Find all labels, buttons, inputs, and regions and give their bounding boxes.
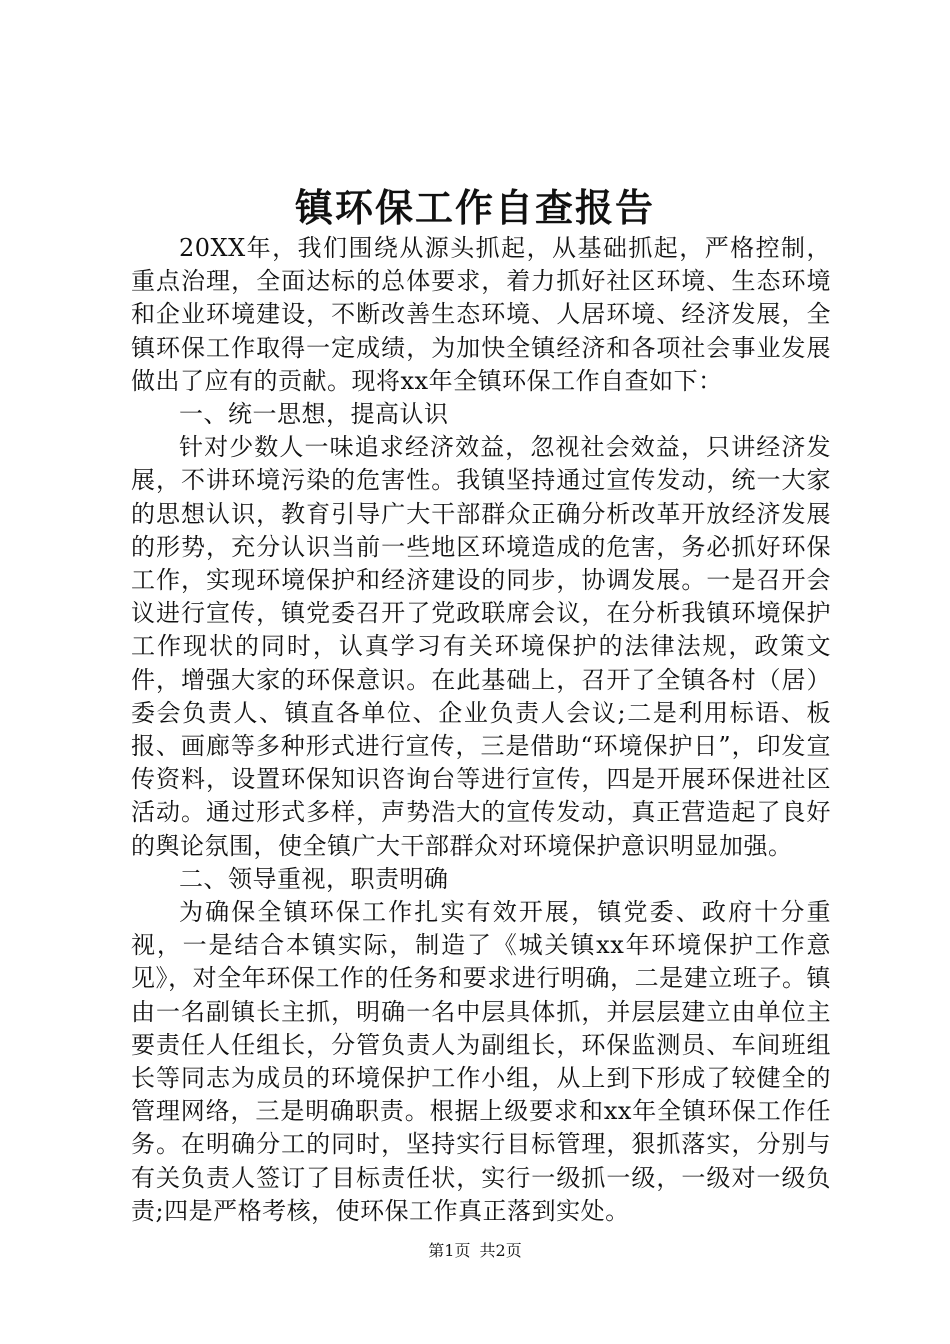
paragraph-section-2: 为确保全镇环保工作扎实有效开展，镇党委、政府十分重视，一是结合本镇实际，制造了《城关镇xx年环境保护工作意见》，对全年环保工作的任务和要求进行明确，二是建立班子。镇由一名副镇长主抓，明确一名中层具体抓，并层层建立由单位主要责任人任组长，分管负责人为副组长，环保监测员、车间班组长等同志为成员的环境保护工作小组，从上到下形成了较健全的管理网络，三是明确职责。根据上级要求和xx年全镇环保工作任务。在明确分工的同时，坚持实行目标管理，狠抓落实，分别与有关负责人签订了目标责任状，实行一级抓一级，一级对一级负责;四是严格考核，使环保工作真正落到实处。: [131, 898, 831, 1225]
document-title: 镇环保工作自查报告: [294, 185, 655, 230]
section-heading-2: 二、领导重视，职责明确: [179, 864, 449, 893]
section-heading-1: 一、统一思想，提高认识: [179, 400, 449, 429]
paragraph-intro: 20XX年，我们围绕从源头抓起，从基础抓起，严格控制，重点治理，全面达标的总体要求，着力抓好社区环境、生态环境和企业环境建设，不断改善生态环境、人居环境、经济发展，全镇环保工作取得一定成绩，为加快全镇经济和各项社会事业发展做出了应有的贡献。现将xx年全镇环保工作自查如下：: [131, 234, 831, 395]
page-number: 第1页: [428, 1241, 471, 1260]
page-total: 共2页: [479, 1241, 522, 1260]
page-footer: [0, 1240, 950, 1262]
paragraph-section-1: 针对少数人一味追求经济效益，忽视社会效益，只讲经济发展，不讲环境污染的危害性。我镇坚持通过宣传发动，统一大家的思想认识，教育引导广大干部群众正确分析改革开放经济发展的形势，充分认识当前一些地区环境造成的危害，务必抓好环保工作，实现环境保护和经济建设的同步，协调发展。一是召开会议进行宣传，镇党委召开了党政联席会议，在分析我镇环境保护工作现状的同时，认真学习有关环境保护的法律法规，政策文件，增强大家的环保意识。在此基础上，召开了全镇各村（居）委会负责人、镇直各单位、企业负责人会议;二是利用标语、板报、画廊等多种形式进行宣传，三是借助“环境保护日”，印发宣传资料，设置环保知识咨询台等进行宣传，四是开展环保进社区活动。通过形式多样，声势浩大的宣传发动，真正营造起了良好的舆论氛围，使全镇广大干部群众对环境保护意识明显加强。: [131, 433, 831, 860]
document-body: [131, 232, 831, 1228]
